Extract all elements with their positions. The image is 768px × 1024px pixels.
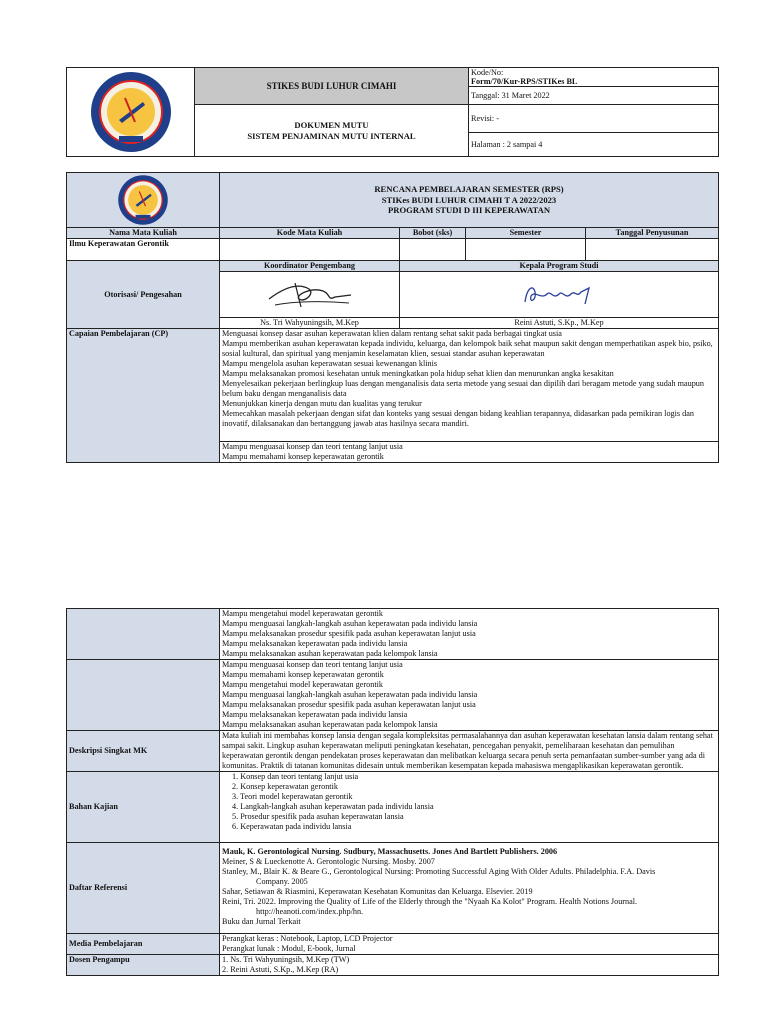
tanggal-text: Tanggal: 31 Maret 2022 — [469, 87, 719, 105]
tanggal-value — [586, 239, 719, 261]
kaprodi-name: Reini Astuti, S.Kp., M.Kep — [400, 318, 719, 329]
referensi-item: Stanley, M., Blair K. & Beare G., Gerontological Nursing: Promoting Successful Aging With Older Adults. Philadelphia. F.A. Davis — [222, 867, 656, 876]
logo-cell — [67, 68, 195, 157]
kode-cell — [469, 68, 719, 87]
col-header-bobot: Bobot (sks) — [400, 228, 466, 239]
koordinator-name: Ns. Tri Wahyuningsih, M.Kep — [220, 318, 400, 329]
rps-continuation-table — [66, 608, 719, 976]
bahan-label: Bahan Kajian — [67, 772, 220, 843]
rps-title-2: STIKes BUDI LUHUR CIMAHI T A 2022/2023 — [381, 194, 557, 205]
dosen-item: 1. Ns. Tri Wahyuningsih, M.Kep (TW) — [222, 955, 350, 964]
deskripsi-text: Mata kuliah ini membahas konsep lansia dengan segala kompleksitas permasalahannya dan asuhan keperawatan kesehatan lansia dalam rentang sehat sampai sakit. Lingkup asuhan keperawatan meliputi peningkatan kesehatan, pencegahan penyakit, pemeliharaan kesehatan dan pemulihan keperawatan gerontik dengan pendekatan proses keperawatan dan melibatkan keluarga secara penuh serta pemanfaatan sumber-sumber yang ada di komunitas. Praktik di tatanan komunitas didesain untuk memberikan kesempatan kepada mahasiswa mengaplikasikan keperawatan gerontik. — [220, 731, 719, 772]
referensi-label: Daftar Referensi — [67, 843, 220, 934]
continuation-item: Mampu menguasai langkah-langkah asuhan keperawatan pada individu lansia — [222, 619, 478, 628]
cp-label: Capaian Pembelajaran (CP) — [67, 329, 220, 463]
kode-mk-value — [220, 239, 400, 261]
continuation-item: Mampu melaksanakan keperawatan pada individu lansia — [222, 639, 408, 648]
institution-name: STIKES BUDI LUHUR CIMAHI — [195, 68, 469, 105]
bahan-item: 1. Konsep dan teori tentang lanjut usia — [232, 772, 359, 781]
cpmk-item: Mampu mengetahui model keperawatan gerontik — [222, 680, 383, 689]
doc-title-cell — [195, 105, 469, 157]
cpmk-list — [220, 660, 719, 731]
col-header-nama: Nama Mata Kuliah — [67, 228, 220, 239]
halaman-text: Halaman : 2 sampai 4 — [469, 133, 719, 157]
kode-label: Kode/No: — [471, 68, 504, 77]
dosen-item: 2. Reini Astuti, S.Kp., M.Kep (RA) — [222, 965, 339, 974]
bahan-item: 3. Teori model keperawatan gerontik — [232, 792, 353, 801]
bahan-item: 6. Keperawatan pada individu lansia — [232, 822, 352, 831]
referensi-item: Meiner, S & Lueckenotte A. Gerontologic Nursing. Mosby. 2007 — [222, 857, 435, 866]
cpmk-item: Mampu memahami konsep keperawatan gerontik — [222, 670, 384, 679]
cpmk-item: Mampu menguasai langkah-langkah asuhan keperawatan pada individu lansia — [222, 690, 478, 699]
rps-table — [66, 172, 719, 463]
signature-kaprodi-icon — [519, 278, 599, 310]
dosen-label: Dosen Pengampu — [67, 955, 220, 976]
cp-sub-item: Mampu menguasai konsep dan teori tentang lanjut usia — [222, 442, 403, 451]
cpmk-label-cell — [67, 660, 220, 731]
kaprodi-label: Kepala Program Studi — [400, 261, 719, 272]
doc-title-2: SISTEM PENJAMINAN MUTU INTERNAL — [247, 130, 416, 141]
rps-title-cell — [220, 173, 719, 228]
cp-item: Mampu melaksanakan promosi kesehatan untuk meningkatkan pola hidup sehat klien dan menurunkan angka kesakitan — [222, 369, 614, 378]
bobot-value — [400, 239, 466, 261]
col-header-kode: Kode Mata Kuliah — [220, 228, 400, 239]
bahan-item: 4. Langkah-langkah asuhan keperawatan pada individu lansia — [232, 802, 434, 811]
media-label: Media Pembelajaran — [67, 934, 220, 955]
media-item: Perangkat keras : Notebook, Laptop, LCD Projector — [222, 934, 393, 943]
cp-item: Menyelesaikan pekerjaan berlingkup luas dengan menganalisis data serta metode yang sesuai dan dipilih dari beragam metode yang sudah maupun belum baku dengan menganalisis data — [222, 379, 704, 398]
media-list — [220, 934, 719, 955]
cpmk-item: Mampu melaksanakan prosedur spesifik pada asuhan keperawatan lanjut usia — [222, 700, 476, 709]
cp-list — [220, 329, 719, 442]
referensi-item: Mauk, K. Gerontological Nursing. Sudbury, Massachusetts. Jones And Bartlett Publishers. 2006 — [222, 847, 558, 856]
cp-item: Menguasai konsep dasar asuhan keperawatan klien dalam rentang sehat sakit pada berbagai tingkat usia — [222, 329, 562, 338]
referensi-item-cont: Company. 2005 — [256, 877, 308, 886]
cp-item: Mampu memberikan asuhan keperawatan kepada individu, keluarga, dan kelompok baik sehat maupun sakit dengan memperhatikan aspek bio, psiko, sosial kultural, dan spiritual yang menjamin keselamatan klien, sesuai standar asuhan keperawatan — [222, 339, 713, 358]
referensi-link[interactable]: http://heanoti.com/index.php/hn. — [256, 907, 364, 916]
continuation-item: Mampu melaksanakan asuhan keperawatan pada kelompok lansia — [222, 649, 438, 658]
referensi-item: Sahar, Setiawan & Riasmini, Keperawatan Kesehatan Komunitas dan Keluarga. Elsevier. 2019 — [222, 887, 533, 896]
cp-item: Menunjukkan kinerja dengan mutu dan kualitas yang terukur — [222, 399, 422, 408]
document-header-table — [66, 67, 719, 157]
dosen-list — [220, 955, 719, 976]
koordinator-signature — [220, 272, 400, 318]
referensi-list — [220, 843, 719, 934]
referensi-item: Buku dan Jurnal Terkait — [222, 917, 301, 926]
rps-title-1: RENCANA PEMBELAJARAN SEMESTER (RPS) — [374, 184, 564, 195]
continuation-item: Mampu melaksanakan prosedur spesifik pada asuhan keperawatan lanjut usia — [222, 629, 476, 638]
institution-logo-icon — [89, 70, 173, 154]
referensi-item: Reini, Tri. 2022. Improving the Quality of Life of the Elderly through the "Nyaah Ka Kolot" Program. Health Notions Journal. — [222, 897, 638, 906]
signature-koordinator-icon — [265, 277, 355, 311]
kode-value: Form/70/Kur-RPS/STIKes BL — [471, 77, 578, 87]
continuation-label-cell — [67, 609, 220, 660]
cpmk-item: Mampu melaksanakan asuhan keperawatan pada kelompok lansia — [222, 720, 438, 729]
revisi-text: Revisi: - — [469, 105, 719, 133]
kaprodi-signature — [400, 272, 719, 318]
col-header-tanggal: Tanggal Penyusunan — [586, 228, 719, 239]
continuation-item: Mampu mengetahui model keperawatan gerontik — [222, 609, 383, 618]
cp-item: Memecahkan masalah pekerjaan dengan sifat dan konteks yang sesuai dengan bidang keahlian terapannya, didasarkan pada pemikiran logis dan inovatif, dilaksanakan dan bertanggung jawab atas hasilnya secara mandiri. — [222, 409, 694, 428]
rps-logo-cell — [67, 173, 220, 228]
cpmk-item: Mampu melaksanakan keperawatan pada individu lansia — [222, 710, 408, 719]
bahan-list — [220, 772, 719, 843]
cp-sub-item: Mampu memahami konsep keperawatan gerontik — [222, 452, 384, 461]
bahan-item: 5. Prosedur spesifik pada asuhan keperawatan lansia — [232, 812, 404, 821]
doc-title-1: DOKUMEN MUTU — [294, 120, 369, 131]
col-header-semester: Semester — [466, 228, 586, 239]
institution-logo-icon — [117, 174, 169, 226]
semester-value — [466, 239, 586, 261]
cpmk-item: Mampu menguasai konsep dan teori tentang lanjut usia — [222, 660, 403, 669]
bahan-item: 2. Konsep keperawatan gerontik — [232, 782, 338, 791]
rps-title-3: PROGRAM STUDI D III KEPERAWATAN — [388, 205, 551, 216]
mata-kuliah-name: Ilmu Keperawatan Gerontik — [67, 239, 220, 261]
otorisasi-label: Otorisasi/ Pengesahan — [67, 261, 220, 329]
deskripsi-label: Deskripsi Singkat MK — [67, 731, 220, 772]
koordinator-label: Koordinator Pengembang — [220, 261, 400, 272]
cp-sub-list — [220, 442, 719, 463]
media-item: Perangkat lunak : Modul, E-book, Jurnal — [222, 944, 356, 953]
continuation-list — [220, 609, 719, 660]
cp-item: Mampu mengelola asuhan keperawatan sesuai kewenangan klinis — [222, 359, 438, 368]
